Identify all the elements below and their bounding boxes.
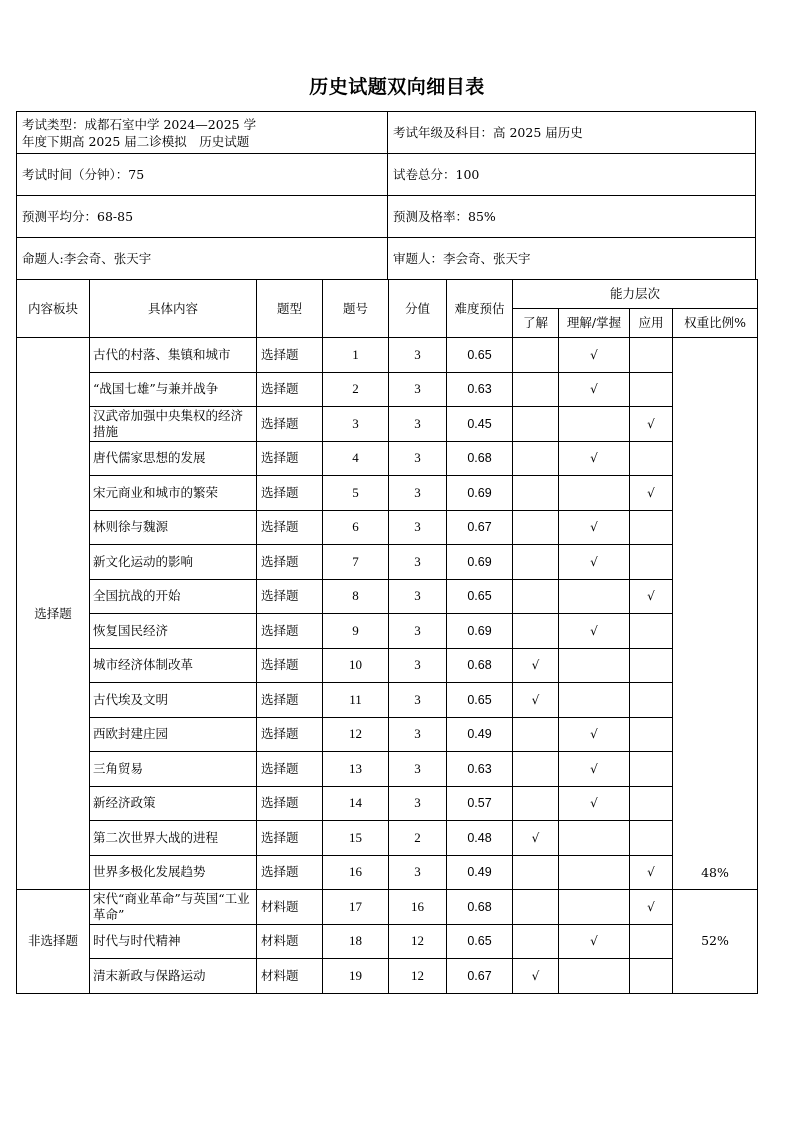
apply-cell: √ xyxy=(630,890,673,925)
qnum-cell: 17 xyxy=(323,890,389,925)
qnum-cell: 14 xyxy=(323,786,389,821)
table-row xyxy=(17,924,758,959)
score-cell: 3 xyxy=(389,683,447,718)
difficulty-cell: 0.57 xyxy=(447,786,513,821)
exam-type-line1: 考试类型：成都石室中学 2024—2025 学 xyxy=(22,116,257,132)
difficulty-cell: 0.69 xyxy=(447,545,513,580)
comprehend-cell: √ xyxy=(559,441,630,476)
qnum-cell: 5 xyxy=(323,476,389,511)
header-understand: 了解 xyxy=(513,309,559,338)
table-row xyxy=(17,338,758,373)
difficulty-cell: 0.69 xyxy=(447,476,513,511)
comprehend-cell xyxy=(559,890,630,925)
score-cell: 3 xyxy=(389,717,447,752)
grade-subject-cell: 考试年级及科目：高 2025 届历史 xyxy=(388,112,756,154)
content-cell: 宋代“商业革命”与英国“工业革命” xyxy=(90,890,257,925)
content-cell: 三角贸易 xyxy=(90,752,257,787)
score-cell: 3 xyxy=(389,648,447,683)
qnum-cell: 1 xyxy=(323,338,389,373)
difficulty-cell: 0.48 xyxy=(447,821,513,856)
header-apply: 应用 xyxy=(630,309,673,338)
apply-cell xyxy=(630,752,673,787)
qtype-cell: 选择题 xyxy=(257,579,323,614)
difficulty-cell: 0.49 xyxy=(447,855,513,890)
qtype-cell: 材料题 xyxy=(257,959,323,994)
qtype-cell: 选择题 xyxy=(257,614,323,649)
apply-cell xyxy=(630,786,673,821)
table-row xyxy=(17,372,758,407)
qnum-cell: 11 xyxy=(323,683,389,718)
table-row xyxy=(17,683,758,718)
qnum-cell: 12 xyxy=(323,717,389,752)
apply-cell xyxy=(630,821,673,856)
understand-cell xyxy=(513,338,559,373)
apply-cell xyxy=(630,648,673,683)
understand-cell xyxy=(513,855,559,890)
qtype-cell: 选择题 xyxy=(257,752,323,787)
comprehend-cell xyxy=(559,855,630,890)
header-difficulty: 难度预估 xyxy=(447,280,513,338)
difficulty-cell: 0.67 xyxy=(447,959,513,994)
apply-cell xyxy=(630,441,673,476)
apply-cell xyxy=(630,959,673,994)
content-cell: 林则徐与魏源 xyxy=(90,510,257,545)
header-weight: 权重比例% xyxy=(673,309,758,338)
content-cell: “战国七雄”与兼并战争 xyxy=(90,372,257,407)
difficulty-cell: 0.67 xyxy=(447,510,513,545)
qtype-cell: 选择题 xyxy=(257,855,323,890)
table-row xyxy=(17,579,758,614)
qtype-cell: 选择题 xyxy=(257,407,323,442)
understand-cell xyxy=(513,752,559,787)
content-cell: 宋元商业和城市的繁荣 xyxy=(90,476,257,511)
comprehend-cell: √ xyxy=(559,545,630,580)
difficulty-cell: 0.68 xyxy=(447,890,513,925)
qtype-cell: 选择题 xyxy=(257,338,323,373)
score-cell: 3 xyxy=(389,372,447,407)
score-cell: 3 xyxy=(389,510,447,545)
difficulty-cell: 0.65 xyxy=(447,338,513,373)
qnum-cell: 19 xyxy=(323,959,389,994)
comprehend-cell xyxy=(559,959,630,994)
difficulty-cell: 0.69 xyxy=(447,614,513,649)
qtype-cell: 选择题 xyxy=(257,717,323,752)
understand-cell: √ xyxy=(513,959,559,994)
exam-type-cell xyxy=(17,112,388,154)
comprehend-cell: √ xyxy=(559,924,630,959)
apply-cell: √ xyxy=(630,855,673,890)
comprehend-cell: √ xyxy=(559,372,630,407)
table-row xyxy=(17,407,758,442)
understand-cell: √ xyxy=(513,648,559,683)
section-cell: 选择题 xyxy=(17,338,90,890)
qtype-cell: 选择题 xyxy=(257,510,323,545)
score-cell: 3 xyxy=(389,786,447,821)
understand-cell xyxy=(513,510,559,545)
weight-cell: 52% xyxy=(673,890,758,994)
table-row xyxy=(17,614,758,649)
predicted-avg-cell: 预测平均分：68-85 xyxy=(17,196,388,238)
weight-cell: 48% xyxy=(673,338,758,890)
table-row xyxy=(17,648,758,683)
content-cell: 新经济政策 xyxy=(90,786,257,821)
qnum-cell: 18 xyxy=(323,924,389,959)
table-row xyxy=(17,855,758,890)
understand-cell xyxy=(513,614,559,649)
content-cell: 时代与时代精神 xyxy=(90,924,257,959)
comprehend-cell xyxy=(559,407,630,442)
comprehend-cell: √ xyxy=(559,752,630,787)
reviewer-cell: 审题人：李会奇、张天宇 xyxy=(388,238,756,280)
content-cell: 世界多极化发展趋势 xyxy=(90,855,257,890)
score-cell: 3 xyxy=(389,752,447,787)
apply-cell xyxy=(630,372,673,407)
header-score: 分值 xyxy=(389,280,447,338)
content-cell: 汉武帝加强中央集权的经济措施 xyxy=(90,407,257,442)
comprehend-cell xyxy=(559,821,630,856)
table-row xyxy=(17,752,758,787)
understand-cell xyxy=(513,579,559,614)
page-title: 历史试题双向细目表 xyxy=(309,76,485,98)
score-cell: 3 xyxy=(389,614,447,649)
table-row xyxy=(17,510,758,545)
difficulty-cell: 0.65 xyxy=(447,924,513,959)
qtype-cell: 选择题 xyxy=(257,821,323,856)
qnum-cell: 8 xyxy=(323,579,389,614)
qtype-cell: 选择题 xyxy=(257,683,323,718)
comprehend-cell xyxy=(559,579,630,614)
understand-cell xyxy=(513,476,559,511)
score-cell: 12 xyxy=(389,924,447,959)
table-row xyxy=(17,545,758,580)
comprehend-cell: √ xyxy=(559,717,630,752)
apply-cell xyxy=(630,614,673,649)
exam-info-table xyxy=(16,111,756,280)
qtype-cell: 材料题 xyxy=(257,890,323,925)
comprehend-cell xyxy=(559,648,630,683)
content-cell: 清末新政与保路运动 xyxy=(90,959,257,994)
qtype-cell: 材料题 xyxy=(257,924,323,959)
apply-cell xyxy=(630,683,673,718)
difficulty-cell: 0.65 xyxy=(447,683,513,718)
content-cell: 城市经济体制改革 xyxy=(90,648,257,683)
difficulty-cell: 0.65 xyxy=(447,579,513,614)
understand-cell: √ xyxy=(513,683,559,718)
apply-cell xyxy=(630,545,673,580)
difficulty-cell: 0.45 xyxy=(447,407,513,442)
apply-cell: √ xyxy=(630,407,673,442)
apply-cell xyxy=(630,338,673,373)
qnum-cell: 16 xyxy=(323,855,389,890)
table-row xyxy=(17,821,758,856)
difficulty-cell: 0.63 xyxy=(447,752,513,787)
qtype-cell: 选择题 xyxy=(257,441,323,476)
qnum-cell: 6 xyxy=(323,510,389,545)
content-cell: 古代的村落、集镇和城市 xyxy=(90,338,257,373)
score-cell: 2 xyxy=(389,821,447,856)
qtype-cell: 选择题 xyxy=(257,648,323,683)
exam-time-cell: 考试时间（分钟）：75 xyxy=(17,154,388,196)
comprehend-cell: √ xyxy=(559,510,630,545)
comprehend-cell: √ xyxy=(559,614,630,649)
setter-cell: 命题人:李会奇、张天宇 xyxy=(17,238,388,280)
comprehend-cell: √ xyxy=(559,786,630,821)
content-cell: 全国抗战的开始 xyxy=(90,579,257,614)
apply-cell xyxy=(630,510,673,545)
section-cell: 非选择题 xyxy=(17,890,90,994)
table-row xyxy=(17,786,758,821)
header-qnum: 题号 xyxy=(323,280,389,338)
header-content: 具体内容 xyxy=(90,280,257,338)
exam-type-line2: 年度下期高 2025 届二诊模拟 历史试题 xyxy=(22,133,250,149)
header-section: 内容板块 xyxy=(17,280,90,338)
understand-cell xyxy=(513,407,559,442)
qnum-cell: 4 xyxy=(323,441,389,476)
qtype-cell: 选择题 xyxy=(257,476,323,511)
understand-cell xyxy=(513,717,559,752)
comprehend-cell xyxy=(559,476,630,511)
score-cell: 3 xyxy=(389,407,447,442)
score-cell: 3 xyxy=(389,338,447,373)
content-cell: 西欧封建庄园 xyxy=(90,717,257,752)
understand-cell xyxy=(513,441,559,476)
understand-cell xyxy=(513,924,559,959)
score-cell: 3 xyxy=(389,545,447,580)
difficulty-cell: 0.68 xyxy=(447,441,513,476)
understand-cell xyxy=(513,372,559,407)
total-score-cell: 试卷总分：100 xyxy=(388,154,756,196)
table-row xyxy=(17,476,758,511)
apply-cell xyxy=(630,717,673,752)
header-comprehend: 理解/掌握 xyxy=(559,309,630,338)
qnum-cell: 3 xyxy=(323,407,389,442)
score-cell: 12 xyxy=(389,959,447,994)
difficulty-cell: 0.68 xyxy=(447,648,513,683)
content-cell: 恢复国民经济 xyxy=(90,614,257,649)
content-cell: 第二次世界大战的进程 xyxy=(90,821,257,856)
qtype-cell: 选择题 xyxy=(257,372,323,407)
comprehend-cell: √ xyxy=(559,338,630,373)
apply-cell: √ xyxy=(630,579,673,614)
score-cell: 16 xyxy=(389,890,447,925)
qtype-cell: 选择题 xyxy=(257,545,323,580)
score-cell: 3 xyxy=(389,441,447,476)
qnum-cell: 10 xyxy=(323,648,389,683)
comprehend-cell xyxy=(559,683,630,718)
content-cell: 唐代儒家思想的发展 xyxy=(90,441,257,476)
table-row xyxy=(17,959,758,994)
table-row xyxy=(17,717,758,752)
understand-cell xyxy=(513,890,559,925)
score-cell: 3 xyxy=(389,855,447,890)
understand-cell: √ xyxy=(513,821,559,856)
table-row xyxy=(17,890,758,925)
score-cell: 3 xyxy=(389,579,447,614)
content-cell: 古代埃及文明 xyxy=(90,683,257,718)
qtype-cell: 选择题 xyxy=(257,786,323,821)
qnum-cell: 13 xyxy=(323,752,389,787)
header-ability: 能力层次 xyxy=(513,280,758,309)
understand-cell xyxy=(513,545,559,580)
score-cell: 3 xyxy=(389,476,447,511)
difficulty-cell: 0.63 xyxy=(447,372,513,407)
predicted-pass-cell: 预测及格率：85% xyxy=(388,196,756,238)
qnum-cell: 2 xyxy=(323,372,389,407)
understand-cell xyxy=(513,786,559,821)
content-cell: 新文化运动的影响 xyxy=(90,545,257,580)
table-row xyxy=(17,441,758,476)
qnum-cell: 15 xyxy=(323,821,389,856)
qnum-cell: 9 xyxy=(323,614,389,649)
apply-cell xyxy=(630,924,673,959)
difficulty-cell: 0.49 xyxy=(447,717,513,752)
header-qtype: 题型 xyxy=(257,280,323,338)
detail-table xyxy=(16,279,758,994)
apply-cell: √ xyxy=(630,476,673,511)
qnum-cell: 7 xyxy=(323,545,389,580)
